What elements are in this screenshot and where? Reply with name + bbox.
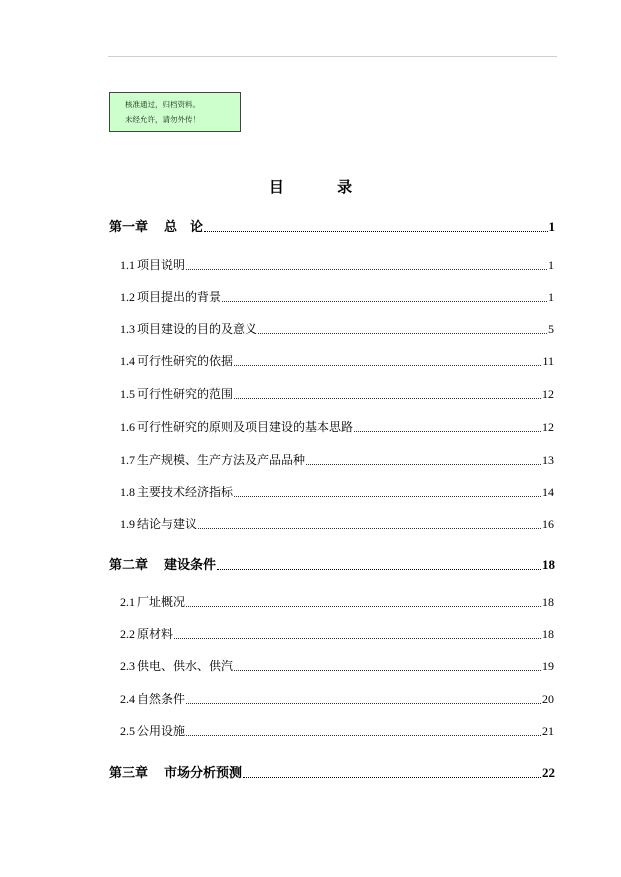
- page-number: 20: [542, 692, 554, 706]
- stamp-line-1: 核准通过，归档资料。: [125, 100, 200, 109]
- page-number: 21: [542, 724, 554, 738]
- section-title: 生产规模、生产方法及产品品种: [137, 453, 306, 467]
- chapter-number: 第三章: [109, 766, 149, 781]
- toc-section[interactable]: [120, 722, 554, 739]
- toc-section[interactable]: [120, 515, 554, 532]
- section-title: 供电、供水、供汽: [137, 659, 234, 673]
- leader-dots: [174, 638, 541, 639]
- leader-dots: [243, 777, 541, 778]
- toc-section[interactable]: [120, 418, 554, 435]
- section-number: 1.8: [120, 485, 135, 499]
- page-number: 11: [542, 354, 554, 368]
- leader-dots: [186, 735, 541, 736]
- page-number: 1: [548, 258, 554, 272]
- leader-dots: [234, 670, 541, 671]
- toc-section[interactable]: [120, 385, 554, 402]
- leader-dots: [186, 703, 541, 704]
- toc-section[interactable]: [120, 352, 554, 369]
- toc-section[interactable]: [120, 288, 554, 305]
- page-number: 18: [542, 557, 555, 572]
- section-number: 1.2: [120, 290, 135, 304]
- leader-dots: [204, 231, 547, 232]
- toc-section[interactable]: [120, 593, 554, 610]
- chapter-number: 第一章: [109, 220, 149, 235]
- section-title: 原材料: [137, 627, 174, 641]
- section-title: 可行性研究的依据: [137, 354, 234, 368]
- leader-dots: [234, 496, 541, 497]
- leader-dots: [234, 365, 541, 366]
- leader-dots: [222, 301, 547, 302]
- section-number: 1.3: [120, 322, 135, 336]
- toc-chapter-3[interactable]: [109, 762, 555, 781]
- page-number: 12: [542, 387, 554, 401]
- section-title: 可行性研究的范围: [137, 387, 234, 401]
- section-title: 厂址概况: [137, 595, 186, 609]
- chapter-title: 市场分析预测: [164, 766, 243, 781]
- section-title: 结论与建议: [137, 517, 198, 531]
- section-number: 1.1: [120, 258, 135, 272]
- page-number: 13: [542, 453, 554, 467]
- section-title: 项目提出的背景: [137, 290, 222, 304]
- toc-section[interactable]: [120, 625, 554, 642]
- header-rule: [108, 56, 557, 57]
- section-number: 1.5: [120, 387, 135, 401]
- toc-chapter-2[interactable]: [109, 554, 555, 573]
- page-number: 16: [542, 517, 554, 531]
- leader-dots: [306, 464, 541, 465]
- leader-dots: [234, 398, 541, 399]
- page-number: 12: [542, 420, 554, 434]
- leader-dots: [217, 569, 541, 570]
- section-number: 2.4: [120, 692, 135, 706]
- section-number: 2.1: [120, 595, 135, 609]
- page-number: 14: [542, 485, 554, 499]
- toc-section[interactable]: [120, 483, 554, 500]
- toc-chapter-1[interactable]: [109, 216, 555, 235]
- toc-title: 目 录: [268, 178, 377, 196]
- leader-dots: [258, 333, 547, 334]
- page-number: 5: [548, 322, 554, 336]
- toc-section[interactable]: [120, 451, 554, 468]
- section-number: 1.7: [120, 453, 135, 467]
- section-title: 项目建设的目的及意义: [137, 322, 258, 336]
- section-title: 项目说明: [137, 258, 186, 272]
- section-number: 1.6: [120, 420, 135, 434]
- chapter-number: 第二章: [109, 558, 149, 573]
- section-number: 1.4: [120, 354, 135, 368]
- section-number: 2.3: [120, 659, 135, 673]
- page-number: 18: [542, 595, 554, 609]
- approval-stamp: [109, 92, 241, 132]
- page-number: 19: [542, 659, 554, 673]
- toc-section[interactable]: [120, 320, 554, 337]
- chapter-title: 总 论: [164, 220, 204, 235]
- section-title: 主要技术经济指标: [137, 485, 234, 499]
- leader-dots: [198, 528, 541, 529]
- leader-dots: [186, 269, 547, 270]
- toc-section[interactable]: [120, 657, 554, 674]
- section-title: 自然条件: [137, 692, 186, 706]
- section-number: 2.2: [120, 627, 135, 641]
- page-number: 1: [548, 219, 555, 234]
- toc-section[interactable]: [120, 690, 554, 707]
- section-number: 1.9: [120, 517, 135, 531]
- page-number: 22: [542, 765, 555, 780]
- page-number: 1: [548, 290, 554, 304]
- section-title: 可行性研究的原则及项目建设的基本思路: [137, 420, 354, 434]
- page-number: 18: [542, 627, 554, 641]
- leader-dots: [354, 431, 541, 432]
- section-title: 公用设施: [137, 724, 186, 738]
- section-number: 2.5: [120, 724, 135, 738]
- stamp-line-2: 未经允许，请勿外传！: [125, 115, 200, 124]
- toc-section[interactable]: [120, 256, 554, 273]
- chapter-title: 建设条件: [164, 558, 217, 573]
- leader-dots: [186, 606, 541, 607]
